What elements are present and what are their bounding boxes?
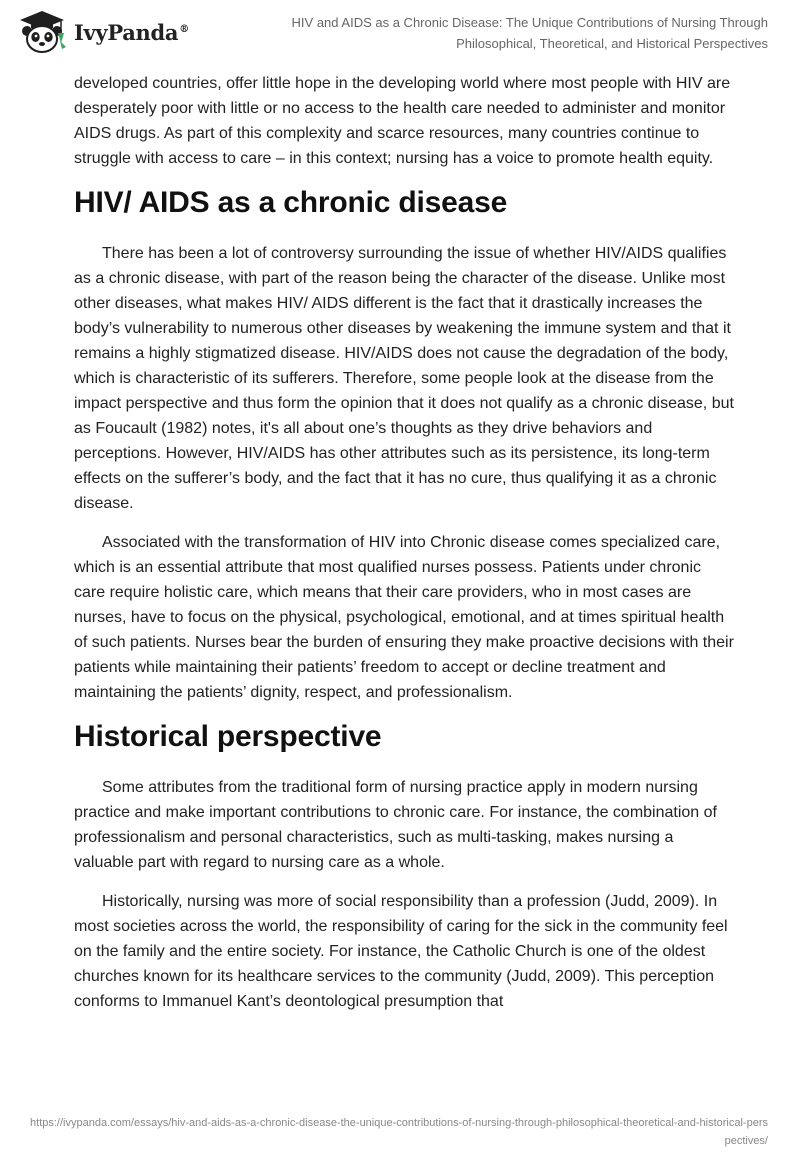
brand-logo[interactable] bbox=[16, 9, 189, 55]
registered-mark: ® bbox=[179, 23, 189, 35]
intro-paragraph: developed countries, offer little hope in the developing world where most people with HIV are desperately poor with little or no access to the health care needed to administer and monitor AIDS drugs. As part of this complexity and scarce resources, many countries continue to struggle with access to care – in this context; nursing has a voice to promote health equity. bbox=[74, 75, 731, 167]
section-heading-historical: Historical perspective bbox=[74, 720, 382, 753]
paragraph: Associated with the transformation of HIV into Chronic disease comes specialized care, which is an essential attribute that most qualified nurses possess. Patients under chronic care require holistic care, which means that their care providers, who in most cases are nurses, have to focus on the physical, psychological, emotional, and at times spiritual health of such patients. Nurses bear the burden of ensuring they make proactive decisions with their patients while maintaining their patients’ freedom to accept or decline treatment and maintaining the patients’ dignity, respect, and professionalism. bbox=[74, 534, 734, 701]
brand-name: IvyPanda® bbox=[74, 19, 189, 45]
source-url[interactable]: https://ivypanda.com/essays/hiv-and-aids-as-a-chronic-disease-the-unique-contributions-of-nursing-through-philosophical-theoretical-and-historical-perspectives/ bbox=[30, 1117, 768, 1147]
document-title: HIV and AIDS as a Chronic Disease: The Unique Contributions of Nursing Through Philosophical, Theoretical, and Historical Perspectives bbox=[291, 15, 768, 51]
page-header bbox=[0, 0, 800, 60]
paragraph: There has been a lot of controversy surrounding the issue of whether HIV/AIDS qualifies as a chronic disease, with part of the reason being the character of the disease. Unlike most other diseases, what makes HIV/ AIDS different is the fact that it drastically increases the body’s vulnerability to numerous other diseases by weakening the immune system and that it remains a highly stigmatized disease. HIV/AIDS does not cause the degradation of the body, which is characteristic of its sufferers. Therefore, some people look at the disease from the impact perspective and thus form the opinion that it does not qualify as a chronic disease, but as Foucault (1982) notes, it's all about one’s thoughts as they drive behaviors and perceptions. However, HIV/AIDS has other attributes such as its persistence, its long-term effects on the sufferer’s body, and the fact that it has no cure, thus qualifying it as a chronic disease. bbox=[74, 245, 734, 512]
panda-graduate-icon bbox=[16, 9, 68, 55]
section-heading-chronic-disease: HIV/ AIDS as a chronic disease bbox=[74, 186, 508, 219]
paragraph: Historically, nursing was more of social responsibility than a profession (Judd, 2009). In most societies across the world, the responsibility of caring for the sick in the community feel on the family and the entire society. For instance, the Catholic Church is one of the oldest churches known for its healthcare services to the community (Judd, 2009). This perception conforms to Immanuel Kant’s deontological presumption that bbox=[74, 893, 728, 1010]
article-body bbox=[74, 71, 734, 1028]
paragraph: Some attributes from the traditional form of nursing practice apply in modern nursing practice and make important contributions to chronic care. For instance, the combination of professionalism and personal characteristics, such as multi-tasking, makes nursing a valuable part with regard to nursing care as a whole. bbox=[74, 779, 717, 871]
